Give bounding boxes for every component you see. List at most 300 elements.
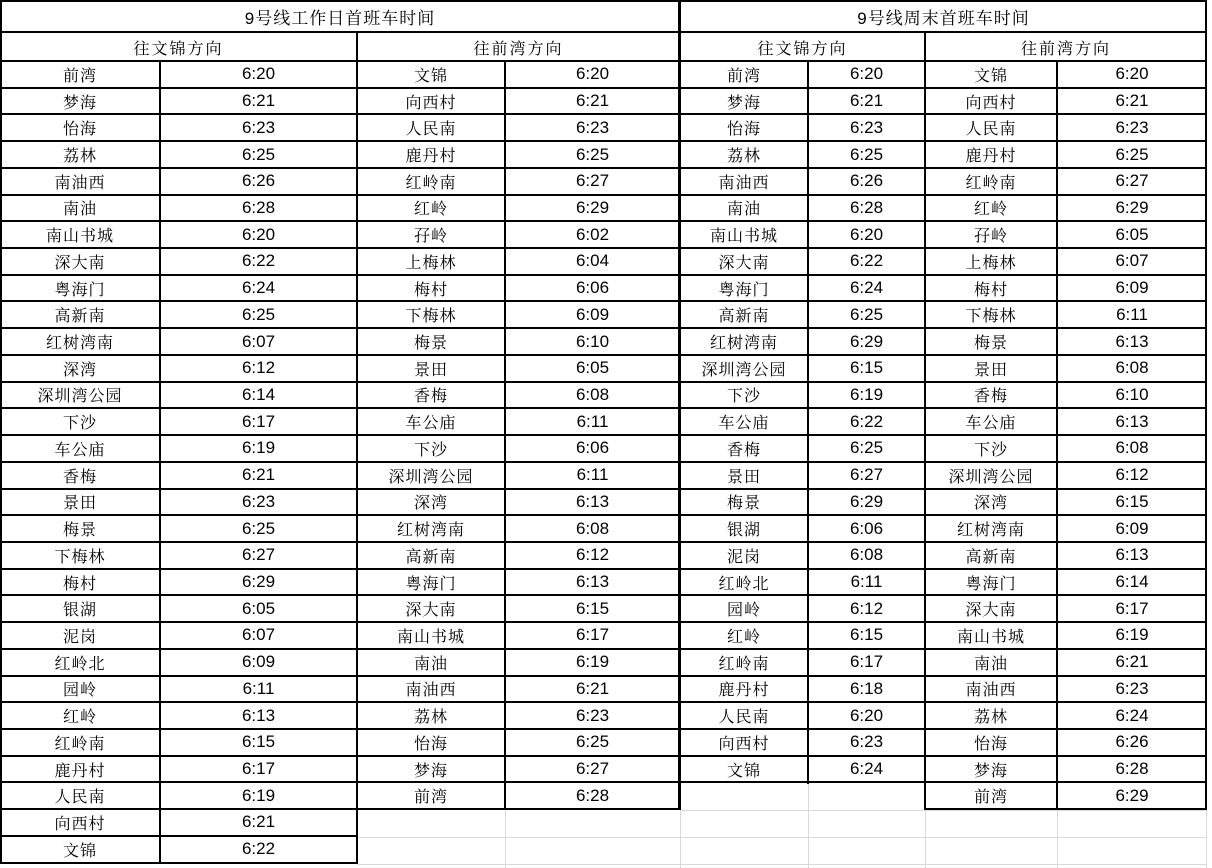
- first-train-time-cell[interactable]: 6:09: [241, 652, 276, 672]
- weekday-qianwan-direction-header[interactable]: 往前湾方向: [473, 41, 564, 58]
- table-row: [0, 62, 357, 89]
- first-train-time-cell[interactable]: 6:05: [575, 358, 610, 378]
- first-train-time-cell[interactable]: 6:05: [1115, 224, 1149, 244]
- station-cell[interactable]: 红岭南: [965, 174, 1017, 192]
- first-train-time-cell[interactable]: 6:25: [849, 304, 884, 324]
- first-train-time-cell[interactable]: 6:13: [241, 705, 276, 725]
- station-cell[interactable]: 南油西: [405, 682, 457, 700]
- first-train-time-cell[interactable]: 6:07: [241, 331, 276, 351]
- station-cell[interactable]: 深圳湾公园: [388, 468, 474, 486]
- station-cell[interactable]: 红岭南: [718, 655, 770, 673]
- table-row: [357, 142, 680, 169]
- station-cell[interactable]: 梦海: [62, 94, 97, 112]
- table-row: [0, 329, 357, 356]
- station-cell[interactable]: 人民南: [405, 121, 457, 139]
- station-cell[interactable]: 深大南: [718, 254, 770, 272]
- station-cell[interactable]: 梦海: [973, 762, 1008, 780]
- station-cell[interactable]: 孖岭: [413, 228, 448, 246]
- table-row: [680, 463, 925, 490]
- station-cell[interactable]: 园岭: [62, 682, 97, 700]
- first-train-time-cell[interactable]: 6:25: [241, 304, 276, 324]
- table-row: [0, 490, 357, 517]
- first-train-time-cell[interactable]: 6:11: [242, 678, 275, 698]
- first-train-time-cell[interactable]: 6:27: [849, 465, 884, 485]
- table-row: [925, 516, 1207, 543]
- first-train-time-cell[interactable]: 6:21: [1115, 91, 1149, 111]
- table-row: [925, 650, 1207, 677]
- station-cell[interactable]: 人民南: [718, 709, 770, 727]
- first-train-time-cell[interactable]: 6:08: [575, 384, 610, 404]
- table-row: [925, 757, 1207, 784]
- station-cell[interactable]: 梅景: [973, 335, 1008, 353]
- first-train-time-cell[interactable]: 6:15: [241, 732, 276, 752]
- first-train-time-cell[interactable]: 6:22: [849, 251, 884, 271]
- first-train-time-cell[interactable]: 6:06: [849, 518, 884, 538]
- first-train-time-cell[interactable]: 6:19: [241, 438, 276, 458]
- table-row: [925, 543, 1207, 570]
- station-cell[interactable]: 孖岭: [973, 228, 1008, 246]
- first-train-time-cell[interactable]: 6:10: [575, 331, 610, 351]
- first-train-time-cell[interactable]: 6:23: [241, 117, 276, 137]
- first-train-time-cell[interactable]: 6:27: [1115, 171, 1149, 191]
- weekday-wenjin-direction-header[interactable]: 往文锦方向: [133, 41, 224, 58]
- station-cell[interactable]: 红岭北: [718, 575, 770, 593]
- first-train-time-cell[interactable]: 6:21: [1115, 652, 1149, 672]
- first-train-time-cell[interactable]: 6:27: [575, 759, 610, 779]
- first-train-time-cell[interactable]: 6:17: [241, 759, 276, 779]
- first-train-time-cell[interactable]: 6:15: [849, 625, 884, 645]
- station-cell[interactable]: 景田: [973, 361, 1008, 379]
- station-cell[interactable]: 荔林: [62, 148, 97, 166]
- station-cell[interactable]: 梦海: [726, 94, 761, 112]
- station-cell[interactable]: 车公庙: [965, 415, 1017, 433]
- first-train-time-cell[interactable]: 6:12: [575, 545, 610, 565]
- table-row: [925, 169, 1207, 196]
- table-row: [680, 62, 925, 89]
- station-cell[interactable]: 红岭北: [54, 655, 106, 673]
- first-train-time-cell[interactable]: 6:13: [575, 491, 610, 511]
- table-row: [0, 115, 357, 142]
- station-cell[interactable]: 景田: [413, 361, 448, 379]
- station-cell[interactable]: 怡海: [62, 121, 97, 139]
- table-row: [357, 169, 680, 196]
- first-train-time-cell[interactable]: 6:10: [1115, 384, 1149, 404]
- first-train-time-cell[interactable]: 6:21: [241, 465, 276, 485]
- weekday-qianwan-column: [357, 62, 680, 810]
- station-cell[interactable]: 红树湾南: [45, 335, 114, 353]
- station-cell[interactable]: 下梅林: [405, 308, 457, 326]
- table-row: [680, 276, 925, 303]
- first-train-time-cell[interactable]: 6:29: [849, 331, 884, 351]
- station-cell[interactable]: 红树湾南: [396, 522, 465, 540]
- first-train-time-cell[interactable]: 6:20: [241, 64, 276, 84]
- first-train-time-cell[interactable]: 6:09: [1115, 518, 1149, 538]
- station-cell[interactable]: 深大南: [54, 254, 106, 272]
- table-row: [357, 463, 680, 490]
- first-train-time-cell[interactable]: 6:05: [241, 598, 276, 618]
- table-row: [680, 623, 925, 650]
- first-train-time-cell[interactable]: 6:12: [241, 358, 276, 378]
- first-train-time-cell[interactable]: 6:21: [241, 91, 276, 111]
- station-cell[interactable]: 深圳湾公园: [701, 361, 787, 379]
- station-cell[interactable]: 红岭南: [54, 735, 106, 753]
- first-train-time-cell[interactable]: 6:13: [1115, 545, 1149, 565]
- first-train-time-cell[interactable]: 6:29: [575, 197, 610, 217]
- table-row: [0, 249, 357, 276]
- station-cell[interactable]: 文锦: [62, 842, 97, 860]
- station-cell[interactable]: 梦海: [413, 762, 448, 780]
- first-train-time-cell[interactable]: 6:12: [1115, 465, 1149, 485]
- station-cell[interactable]: 梅景: [726, 495, 761, 513]
- station-cell[interactable]: 下沙: [726, 388, 761, 406]
- station-cell[interactable]: 高新南: [965, 548, 1017, 566]
- station-cell[interactable]: 怡海: [973, 735, 1008, 753]
- first-train-time-cell[interactable]: 6:17: [241, 411, 276, 431]
- first-train-time-cell[interactable]: 6:19: [849, 384, 884, 404]
- table-row: [925, 677, 1207, 704]
- weekend-wenjin-direction-header[interactable]: 往文锦方向: [757, 41, 848, 58]
- table-row: [0, 196, 357, 223]
- first-train-time-cell[interactable]: 6:08: [1115, 358, 1149, 378]
- station-cell[interactable]: 深圳湾公园: [948, 468, 1034, 486]
- table-row: [0, 463, 357, 490]
- table-row: [357, 89, 680, 116]
- table-row: [357, 623, 680, 650]
- station-cell[interactable]: 香梅: [413, 388, 448, 406]
- table-border-line: [1205, 0, 1207, 810]
- first-train-time-cell[interactable]: 6:17: [1115, 598, 1149, 618]
- first-train-time-cell[interactable]: 6:17: [575, 625, 610, 645]
- first-train-time-cell[interactable]: 6:15: [849, 358, 884, 378]
- first-train-time-cell[interactable]: 6:21: [575, 91, 610, 111]
- station-cell[interactable]: 上梅林: [965, 254, 1017, 272]
- weekend-wenjin-column: [680, 62, 925, 783]
- station-cell[interactable]: 香梅: [62, 468, 97, 486]
- station-cell[interactable]: 鹿丹村: [718, 682, 770, 700]
- first-train-time-cell[interactable]: 6:28: [1115, 759, 1149, 779]
- first-train-time-cell[interactable]: 6:18: [849, 678, 884, 698]
- station-cell[interactable]: 深大南: [405, 602, 457, 620]
- first-train-time-cell[interactable]: 6:21: [575, 678, 610, 698]
- table-row: [357, 596, 680, 623]
- station-cell[interactable]: 红岭: [726, 628, 761, 646]
- first-train-time-cell[interactable]: 6:29: [241, 572, 276, 592]
- first-train-time-cell[interactable]: 6:11: [576, 411, 609, 431]
- table-row: [925, 596, 1207, 623]
- station-cell[interactable]: 文锦: [726, 762, 761, 780]
- station-cell[interactable]: 红岭: [62, 709, 97, 727]
- first-train-time-cell[interactable]: 6:17: [849, 652, 884, 672]
- station-cell[interactable]: 下沙: [973, 441, 1008, 459]
- station-cell[interactable]: 粤海门: [965, 575, 1017, 593]
- first-train-time-cell[interactable]: 6:28: [241, 197, 276, 217]
- first-train-time-cell[interactable]: 6:23: [1115, 678, 1149, 698]
- station-cell[interactable]: 下沙: [413, 441, 448, 459]
- first-train-time-cell[interactable]: 6:24: [241, 278, 276, 298]
- weekday-wenjin-column: [0, 62, 357, 864]
- table-row: [925, 570, 1207, 597]
- first-train-time-cell[interactable]: 6:23: [575, 117, 610, 137]
- first-train-time-cell[interactable]: 6:22: [241, 251, 276, 271]
- station-cell[interactable]: 荔林: [413, 709, 448, 727]
- station-cell[interactable]: 南山书城: [45, 228, 114, 246]
- table-row: [925, 783, 1207, 810]
- first-train-time-cell[interactable]: 6:14: [1115, 572, 1149, 592]
- table-row: [680, 703, 925, 730]
- first-train-time-cell[interactable]: 6:19: [575, 652, 610, 672]
- first-train-time-cell[interactable]: 6:24: [849, 759, 884, 779]
- first-train-time-cell[interactable]: 6:26: [1115, 732, 1149, 752]
- first-train-time-cell[interactable]: 6:22: [241, 839, 276, 859]
- first-train-time-cell[interactable]: 6:20: [849, 705, 884, 725]
- first-train-time-cell[interactable]: 6:22: [849, 411, 884, 431]
- first-train-time-cell[interactable]: 6:27: [241, 545, 276, 565]
- table-row: [357, 516, 680, 543]
- station-cell[interactable]: 泥岗: [62, 628, 97, 646]
- station-cell[interactable]: 粤海门: [405, 575, 457, 593]
- first-train-time-cell[interactable]: 6:23: [849, 732, 884, 752]
- first-train-time-cell[interactable]: 6:06: [575, 438, 610, 458]
- table-row: [0, 543, 357, 570]
- table-row: [925, 436, 1207, 463]
- gridline: [808, 784, 809, 868]
- table-row: [357, 677, 680, 704]
- station-cell[interactable]: 梅景: [62, 522, 97, 540]
- station-cell[interactable]: 高新南: [718, 308, 770, 326]
- first-train-time-cell[interactable]: 6:13: [575, 572, 610, 592]
- first-train-time-cell[interactable]: 6:25: [1115, 144, 1149, 164]
- station-cell[interactable]: 南油: [973, 655, 1008, 673]
- first-train-time-cell[interactable]: 6:06: [575, 278, 610, 298]
- first-train-time-cell[interactable]: 6:14: [241, 384, 276, 404]
- table-row: [680, 516, 925, 543]
- station-cell[interactable]: 文锦: [413, 67, 448, 85]
- table-row: [925, 302, 1207, 329]
- station-cell[interactable]: 深湾: [973, 495, 1008, 513]
- station-cell[interactable]: 前湾: [413, 789, 448, 807]
- station-cell[interactable]: 文锦: [973, 67, 1008, 85]
- first-train-time-cell[interactable]: 6:24: [849, 278, 884, 298]
- first-train-time-cell[interactable]: 6:11: [850, 572, 883, 592]
- station-cell[interactable]: 向西村: [965, 94, 1017, 112]
- first-train-time-cell[interactable]: 6:12: [849, 598, 884, 618]
- table-row: [680, 169, 925, 196]
- station-cell[interactable]: 梅村: [973, 281, 1008, 299]
- first-train-time-cell[interactable]: 6:28: [849, 197, 884, 217]
- table-row: [357, 490, 680, 517]
- first-train-time-cell[interactable]: 6:23: [241, 491, 276, 511]
- first-train-time-cell[interactable]: 6:26: [241, 171, 276, 191]
- station-cell[interactable]: 南山书城: [709, 228, 778, 246]
- first-train-time-cell[interactable]: 6:04: [575, 251, 610, 271]
- station-cell[interactable]: 景田: [726, 468, 761, 486]
- first-train-time-cell[interactable]: 6:25: [241, 518, 276, 538]
- table-row: [357, 222, 680, 249]
- station-cell[interactable]: 怡海: [413, 735, 448, 753]
- first-train-time-cell[interactable]: 6:20: [241, 224, 276, 244]
- table-row: [925, 329, 1207, 356]
- first-train-time-cell[interactable]: 6:25: [849, 438, 884, 458]
- first-train-time-cell[interactable]: 6:29: [849, 491, 884, 511]
- station-cell[interactable]: 鹿丹村: [54, 762, 106, 780]
- station-cell[interactable]: 香梅: [726, 441, 761, 459]
- table-row: [357, 570, 680, 597]
- station-cell[interactable]: 泥岗: [726, 548, 761, 566]
- first-train-time-cell[interactable]: 6:13: [1115, 411, 1149, 431]
- station-cell[interactable]: 深圳湾公园: [37, 388, 123, 406]
- station-cell[interactable]: 人民南: [965, 121, 1017, 139]
- table-row: [925, 249, 1207, 276]
- station-cell[interactable]: 前湾: [62, 67, 97, 85]
- station-cell[interactable]: 鹿丹村: [405, 148, 457, 166]
- first-train-time-cell[interactable]: 6:15: [575, 598, 610, 618]
- station-cell[interactable]: 梅村: [62, 575, 97, 593]
- first-train-time-cell[interactable]: 6:20: [575, 64, 610, 84]
- station-cell[interactable]: 深湾: [413, 495, 448, 513]
- first-train-time-cell[interactable]: 6:02: [575, 224, 610, 244]
- first-train-time-cell[interactable]: 6:11: [576, 465, 609, 485]
- first-train-time-cell[interactable]: 6:21: [849, 91, 884, 111]
- table-row: [925, 356, 1207, 383]
- first-train-time-cell[interactable]: 6:20: [849, 64, 884, 84]
- weekend-qianwan-direction-header[interactable]: 往前湾方向: [1020, 41, 1111, 58]
- station-cell[interactable]: 下沙: [62, 415, 97, 433]
- first-train-time-cell[interactable]: 6:19: [241, 785, 276, 805]
- first-train-time-cell[interactable]: 6:25: [575, 732, 610, 752]
- station-cell[interactable]: 向西村: [405, 94, 457, 112]
- station-cell[interactable]: 前湾: [726, 67, 761, 85]
- first-train-time-cell[interactable]: 6:20: [849, 224, 884, 244]
- first-train-time-cell[interactable]: 6:09: [575, 304, 610, 324]
- station-cell[interactable]: 车公庙: [405, 415, 457, 433]
- station-cell[interactable]: 高新南: [54, 308, 106, 326]
- first-train-time-cell[interactable]: 6:29: [1115, 785, 1149, 805]
- first-train-time-cell[interactable]: 6:29: [1115, 197, 1149, 217]
- station-cell[interactable]: 南油: [62, 201, 97, 219]
- station-cell[interactable]: 南油: [726, 201, 761, 219]
- station-cell[interactable]: 南油西: [718, 174, 770, 192]
- station-cell[interactable]: 粤海门: [718, 281, 770, 299]
- first-train-time-cell[interactable]: 6:24: [1115, 705, 1149, 725]
- table-row: [0, 89, 357, 116]
- table-row: [357, 543, 680, 570]
- station-cell[interactable]: 园岭: [726, 602, 761, 620]
- station-cell[interactable]: 深湾: [62, 361, 97, 379]
- first-train-time-cell[interactable]: 6:23: [849, 117, 884, 137]
- table-row: [680, 730, 925, 757]
- table-row: [680, 302, 925, 329]
- station-cell[interactable]: 南油西: [54, 174, 106, 192]
- first-train-time-cell[interactable]: 6:20: [1115, 64, 1149, 84]
- station-cell[interactable]: 鹿丹村: [965, 148, 1017, 166]
- station-cell[interactable]: 前湾: [973, 789, 1008, 807]
- table-row: [0, 436, 357, 463]
- first-train-time-cell[interactable]: 6:13: [1115, 331, 1149, 351]
- weekday-table-title[interactable]: 9号线工作日首班车时间: [244, 9, 436, 28]
- first-train-time-cell[interactable]: 6:25: [849, 144, 884, 164]
- table-row: [0, 409, 357, 436]
- station-cell[interactable]: 梅村: [413, 281, 448, 299]
- table-row: [357, 249, 680, 276]
- station-cell[interactable]: 高新南: [405, 548, 457, 566]
- table-border-line: [678, 0, 681, 810]
- station-cell[interactable]: 红岭: [973, 201, 1008, 219]
- station-cell[interactable]: 梅景: [413, 335, 448, 353]
- table-row: [680, 249, 925, 276]
- table-row: [680, 757, 925, 784]
- station-cell[interactable]: 人民南: [54, 789, 106, 807]
- station-cell[interactable]: 南油: [413, 655, 448, 673]
- first-train-time-cell[interactable]: 6:21: [241, 812, 276, 832]
- first-train-time-cell[interactable]: 6:09: [1115, 278, 1149, 298]
- table-row: [357, 356, 680, 383]
- first-train-time-cell[interactable]: 6:08: [849, 545, 884, 565]
- table-row: [925, 115, 1207, 142]
- first-train-time-cell[interactable]: 6:23: [1115, 117, 1149, 137]
- station-cell[interactable]: 上梅林: [405, 254, 457, 272]
- table-row: [680, 383, 925, 410]
- station-cell[interactable]: 银湖: [726, 522, 761, 540]
- first-train-time-cell[interactable]: 6:07: [241, 625, 276, 645]
- station-cell[interactable]: 景田: [62, 495, 97, 513]
- station-cell[interactable]: 向西村: [54, 815, 106, 833]
- station-cell[interactable]: 向西村: [718, 735, 770, 753]
- station-cell[interactable]: 怡海: [726, 121, 761, 139]
- station-cell[interactable]: 荔林: [973, 709, 1008, 727]
- weekend-table-title[interactable]: 9号线周末首班车时间: [857, 9, 1030, 28]
- station-cell[interactable]: 红岭南: [405, 174, 457, 192]
- first-train-time-cell[interactable]: 6:27: [575, 171, 610, 191]
- first-train-time-cell[interactable]: 6:15: [1115, 491, 1149, 511]
- station-cell[interactable]: 下梅林: [965, 308, 1017, 326]
- table-row: [357, 62, 680, 89]
- station-cell[interactable]: 银湖: [62, 602, 97, 620]
- station-cell[interactable]: 荔林: [726, 148, 761, 166]
- table-row: [357, 196, 680, 223]
- station-cell[interactable]: 南山书城: [396, 628, 465, 646]
- station-cell[interactable]: 南油西: [965, 682, 1017, 700]
- first-train-time-cell[interactable]: 6:26: [849, 171, 884, 191]
- station-cell[interactable]: 车公庙: [718, 415, 770, 433]
- gridline: [1057, 810, 1058, 868]
- station-cell[interactable]: 红树湾南: [709, 335, 778, 353]
- first-train-time-cell[interactable]: 6:28: [575, 785, 610, 805]
- first-train-time-cell[interactable]: 6:07: [1115, 251, 1149, 271]
- station-cell[interactable]: 车公庙: [54, 441, 106, 459]
- first-train-time-cell[interactable]: 6:08: [1115, 438, 1149, 458]
- first-train-time-cell[interactable]: 6:08: [575, 518, 610, 538]
- station-cell[interactable]: 下梅林: [54, 548, 106, 566]
- station-cell[interactable]: 深大南: [965, 602, 1017, 620]
- station-cell[interactable]: 南山书城: [956, 628, 1025, 646]
- first-train-time-cell[interactable]: 6:19: [1115, 625, 1149, 645]
- table-row: [357, 329, 680, 356]
- table-row: [925, 383, 1207, 410]
- station-cell[interactable]: 红岭: [413, 201, 448, 219]
- station-cell[interactable]: 香梅: [973, 388, 1008, 406]
- table-row: [680, 196, 925, 223]
- first-train-time-cell[interactable]: 6:23: [575, 705, 610, 725]
- station-cell[interactable]: 红树湾南: [956, 522, 1025, 540]
- first-train-time-cell[interactable]: 6:25: [241, 144, 276, 164]
- table-row: [357, 650, 680, 677]
- table-row: [680, 329, 925, 356]
- first-train-time-cell[interactable]: 6:25: [575, 144, 610, 164]
- table-border-line: [924, 33, 926, 810]
- station-cell[interactable]: 粤海门: [54, 281, 106, 299]
- table-row: [680, 650, 925, 677]
- first-train-time-cell[interactable]: 6:11: [1116, 304, 1148, 324]
